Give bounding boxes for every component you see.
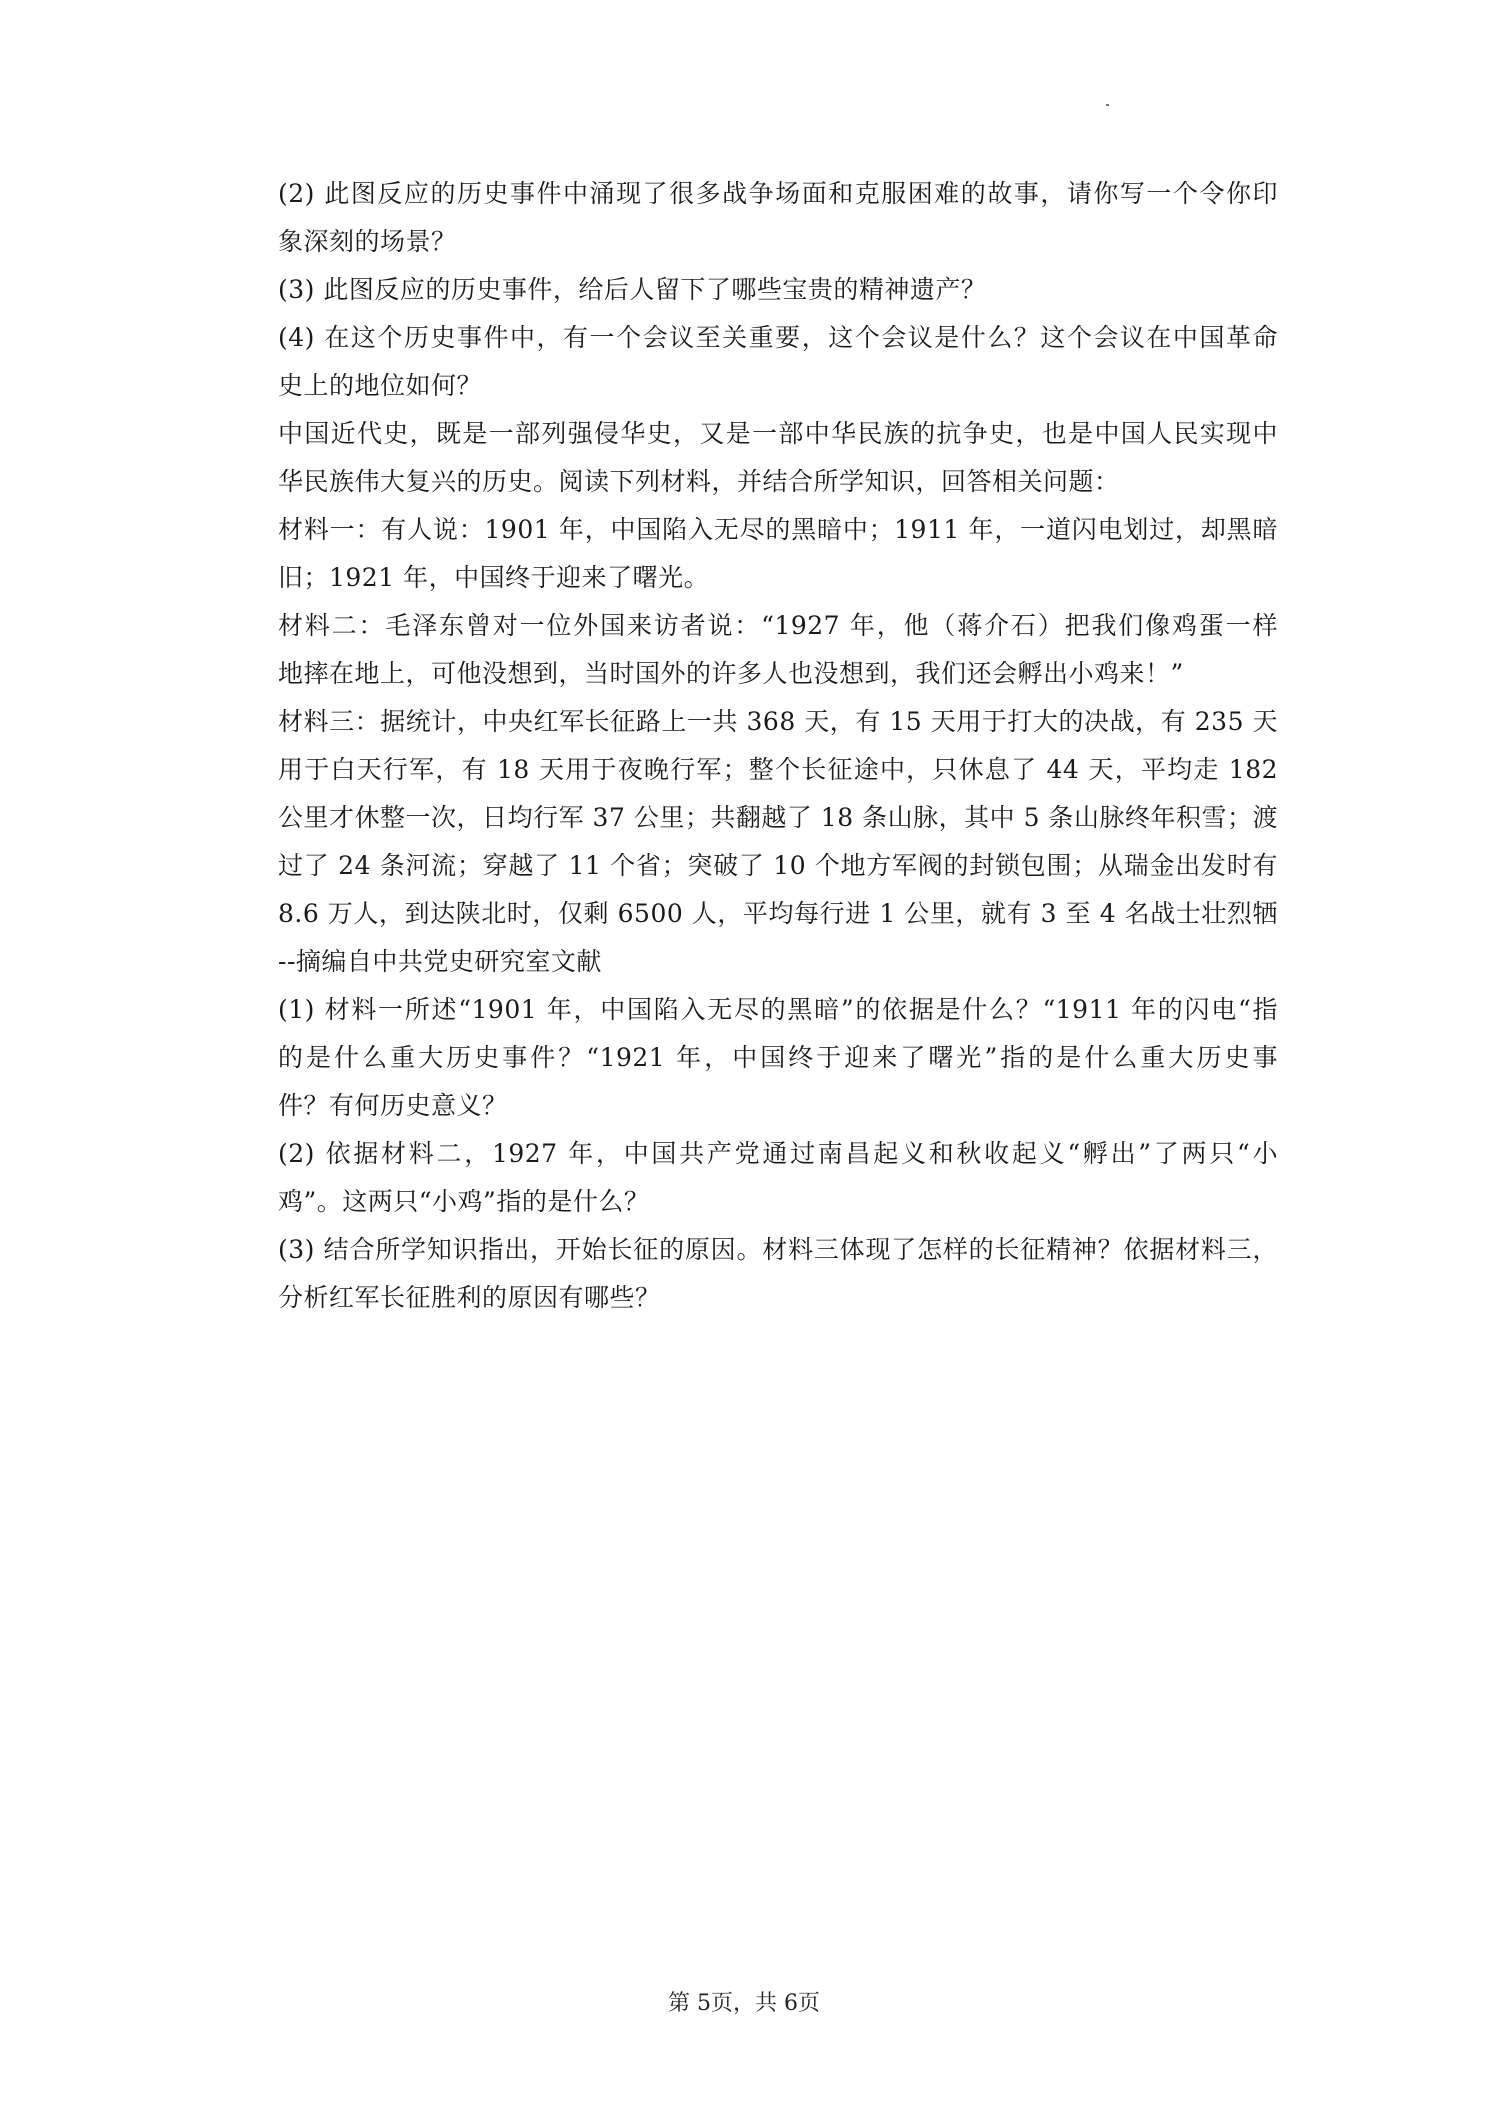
material2-line2: 地摔在地上，可他没想到，当时国外的许多人也没想到，我们还会孵出小鸡来！” — [278, 659, 1184, 688]
material3-line3: 公里才休整一次，日均行军 37 公里；共翻越了 18 条山脉，其中 5 条山脉终年积雪；渡 — [278, 803, 1278, 832]
q23-stem-line2: 华民族伟大复兴的历史。阅读下列材料，并结合所学知识，回答相关问题： — [278, 467, 1120, 496]
q23-sub3-line2: 分析红军长征胜利的原因有哪些？ — [278, 1283, 661, 1312]
prev-q2-line2: 象深刻的场景？ — [278, 227, 457, 256]
q23-sub1-line1: (1) 材料一所述“1901 年，中国陷入无尽的黑暗”的依据是什么？“1911 年的闪电“指 — [278, 995, 1278, 1024]
page-content — [278, 170, 1278, 1322]
prev-q2-line1: (2) 此图反应的历史事件中涌现了很多战争场面和克服困难的故事，请你写一个令你印 — [278, 179, 1278, 208]
prev-q4-line1: (4) 在这个历史事件中，有一个会议至关重要，这个会议是什么？这个会议在中国革命 — [278, 323, 1278, 352]
prev-q4-line2: 史上的地位如何？ — [278, 371, 483, 400]
material1-line1: 材料一：有人说：1901 年，中国陷入无尽的黑暗中；1911 年，一道闪电划过，却黑暗 — [278, 515, 1278, 544]
q23-sub2-line1: (2) 依据材料二，1927 年，中国共产党通过南昌起义和秋收起义“孵出”了两只“小 — [278, 1139, 1278, 1168]
material1-line2: 旧；1921 年，中国终于迎来了曙光。 — [278, 563, 710, 592]
q23-stem-text1: 中国近代史，既是一部列强侵华史，又是一部中华民族的抗争史，也是中国人民实现中 — [278, 419, 1278, 448]
material3-line4: 过了 24 条河流；穿越了 11 个省；突破了 10 个地方军阀的封锁包围；从瑞金出发时有 — [278, 851, 1278, 880]
q23-sub3-line1: (3) 结合所学知识指出，开始长征的原因。材料三体现了怎样的长征精神？依据材料三， — [278, 1235, 1278, 1264]
material-source: --摘编自中共党史研究室文献 — [278, 947, 602, 976]
q23-sub1-line2: 的是什么重大历史事件？“1921 年，中国终于迎来了曙光”指的是什么重大历史事 — [278, 1043, 1278, 1072]
scan-mark — [1106, 104, 1109, 106]
material2-line1: 材料二：毛泽东曾对一位外国来访者说：“1927 年，他（蒋介石）把我们像鸡蛋一样 — [278, 611, 1278, 640]
q23-stem-line1 — [278, 410, 1278, 458]
q23-sub2-line2: 鸡”。这两只“小鸡”指的是什么？ — [278, 1187, 650, 1216]
material3-line1: 材料三：据统计，中央红军长征路上一共 368 天，有 15 天用于打大的决战，有 235 天 — [278, 707, 1278, 736]
page-footer: 第 5页，共 6页 — [668, 1991, 820, 2016]
material3-line5: 8.6 万人，到达陕北时，仅剩 6500 人，平均每行进 1 公里，就有 3 至 4 名战士壮烈牺 — [278, 899, 1278, 928]
prev-q3: (3) 此图反应的历史事件，给后人留下了哪些宝贵的精神遗产？ — [278, 275, 987, 304]
q23-sub1-line3: 件？有何历史意义？ — [278, 1091, 508, 1120]
material3-line2: 用于白天行军，有 18 天用于夜晚行军；整个长征途中，只休息了 44 天，平均走 182 — [278, 755, 1278, 784]
